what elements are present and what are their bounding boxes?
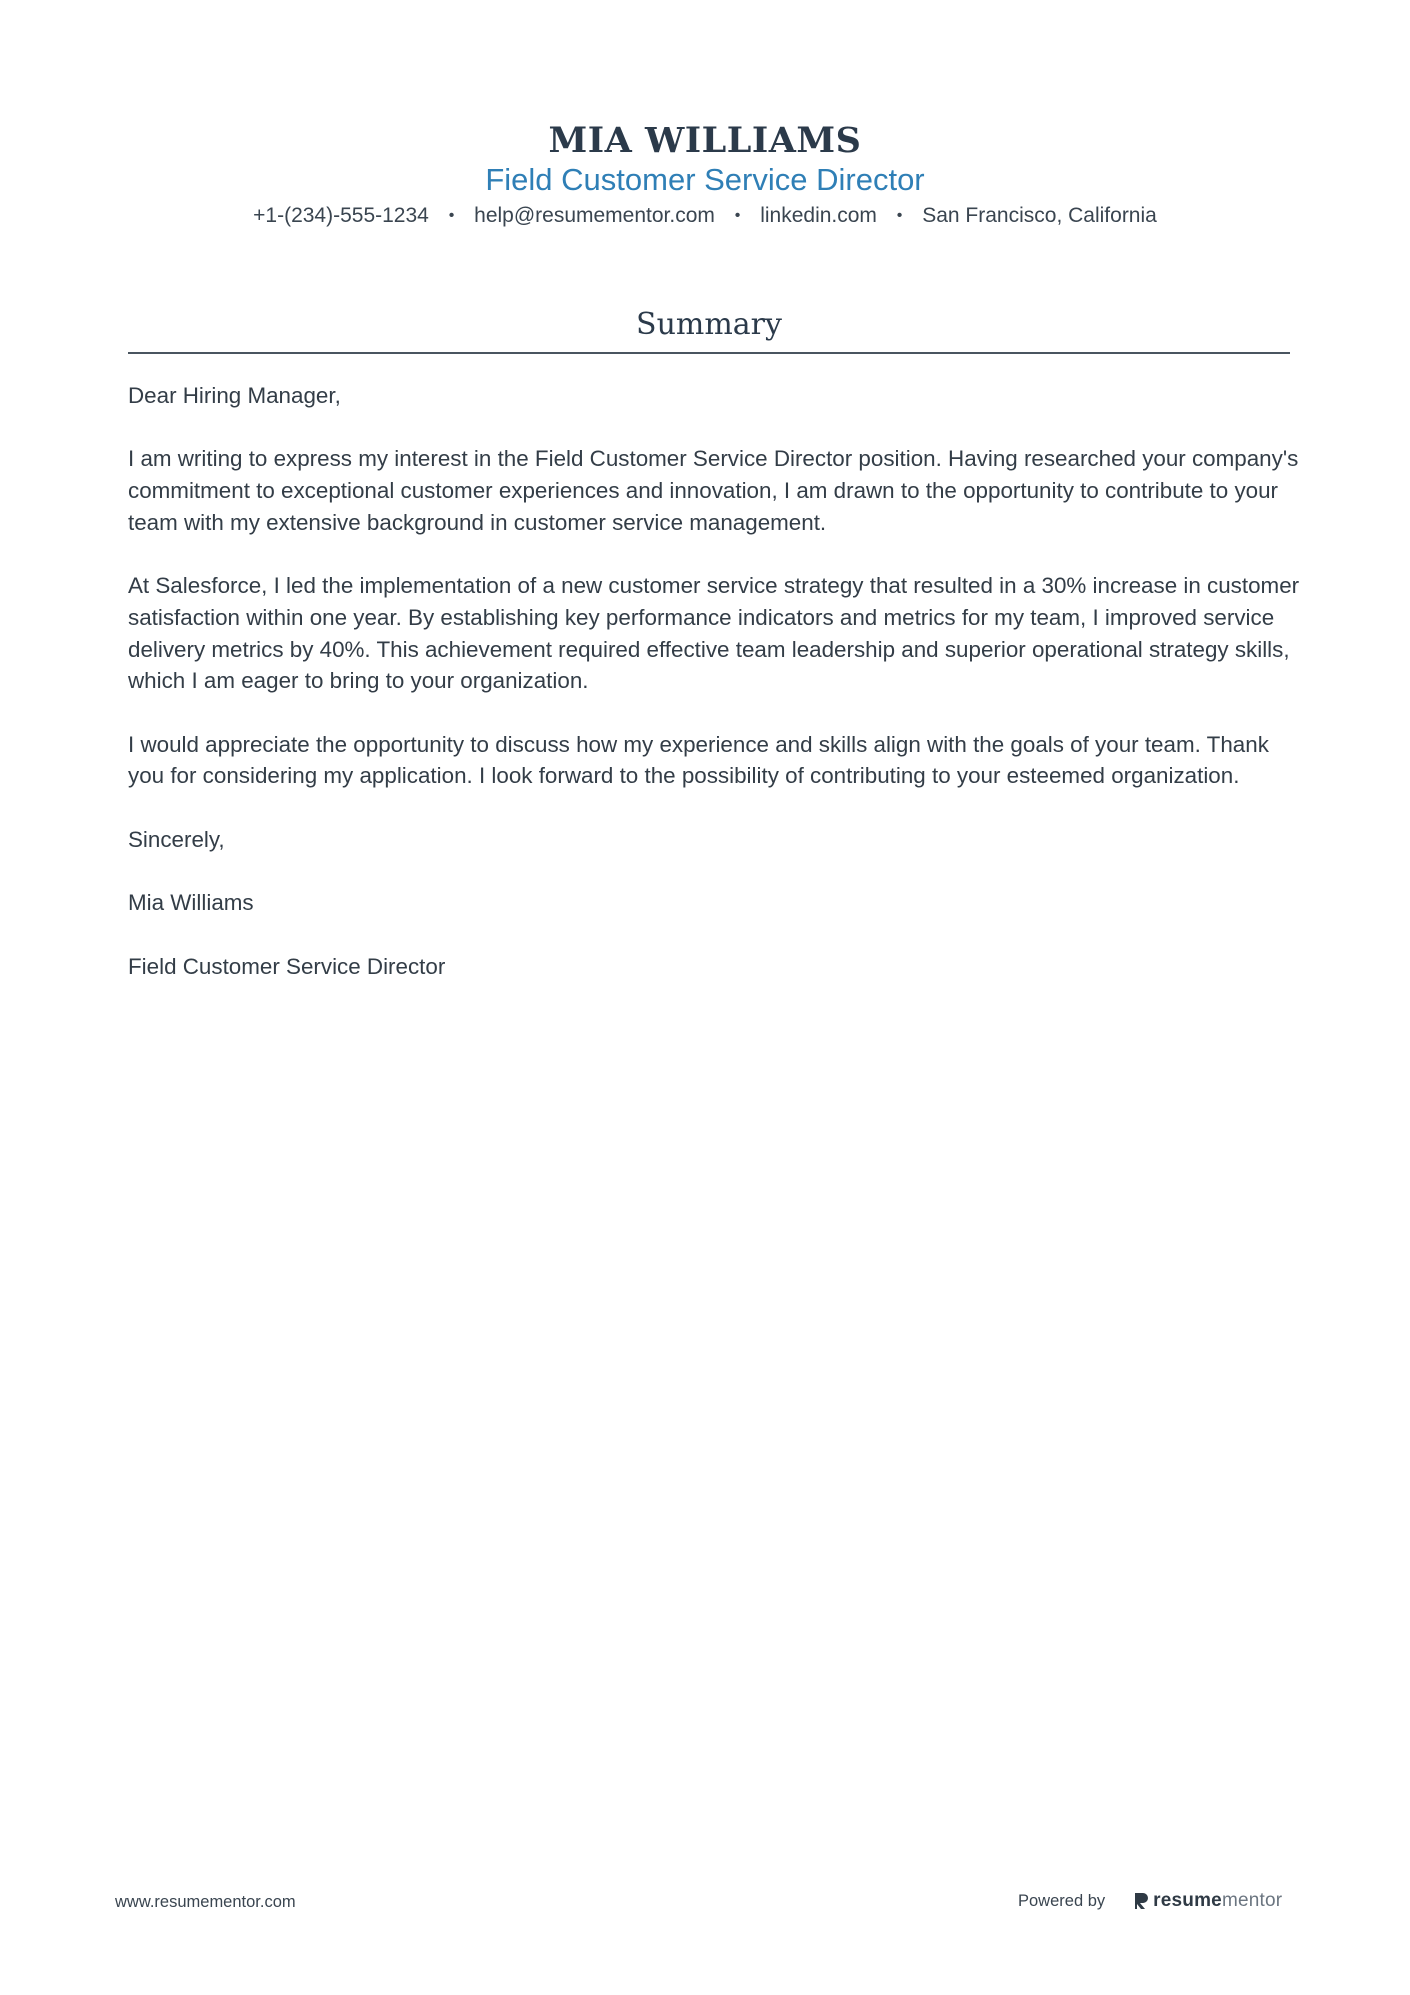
contact-separator: • [448,207,455,224]
contact-location: San Francisco, California [922,204,1157,227]
section-title-summary: Summary [636,307,782,342]
brand-name-light: mentor [1221,1890,1283,1911]
brand-name-bold: resume [1153,1890,1222,1911]
letter-closing: Sincerely, [128,826,225,852]
contact-phone: +1-(234)-555-1234 [253,204,429,227]
candidate-name: MIA WILLIAMS [548,120,862,161]
letter-greeting: Dear Hiring Manager, [128,383,341,408]
contact-separator: • [734,207,741,224]
letter-paragraph: I would appreciate the opportunity to discuss how my experience and skills align with the goals of your team. Thank you for considering my application. I look forward to the possibility of contributing to your esteemed organization. [128,731,1269,789]
contact-separator: • [896,207,903,224]
candidate-title: Field Customer Service Director [485,162,925,197]
signature-title: Field Customer Service Director [128,953,446,979]
letter-header [0,115,1410,233]
contact-email[interactable]: help@resumementor.com [474,204,715,227]
footer-website[interactable]: www.resumementor.com [115,1893,296,1911]
resumementor-logo-icon [1133,1891,1150,1911]
contact-line [0,201,1410,233]
footer-branding [1018,1888,1282,1914]
contact-linkedin[interactable]: linkedin.com [760,204,877,227]
signature-name: Mia Williams [128,890,254,916]
letter-paragraph: At Salesforce, I led the implementation of a new customer service strategy that resulted in a 30% increase in customer satisfaction within one year. By establishing key performance indicators and metrics for my team, I improved service delivery metrics by 40%. This achievement required effective team leadership and superior operational strategy skills, which I am eager to bring to your organization. [128,573,1300,694]
brand-logo[interactable] [1133,1890,1282,1912]
section-divider [128,352,1290,354]
letter-paragraph: I am writing to express my interest in the Field Customer Service Director position. Having researched your company's commitment to exceptional customer experiences and innovation, I am drawn to the opportunity to contribute to your team with my extensive background in customer service management. [128,446,1299,535]
powered-by-label: Powered by [1018,1891,1106,1910]
letter-body [128,380,1303,1014]
